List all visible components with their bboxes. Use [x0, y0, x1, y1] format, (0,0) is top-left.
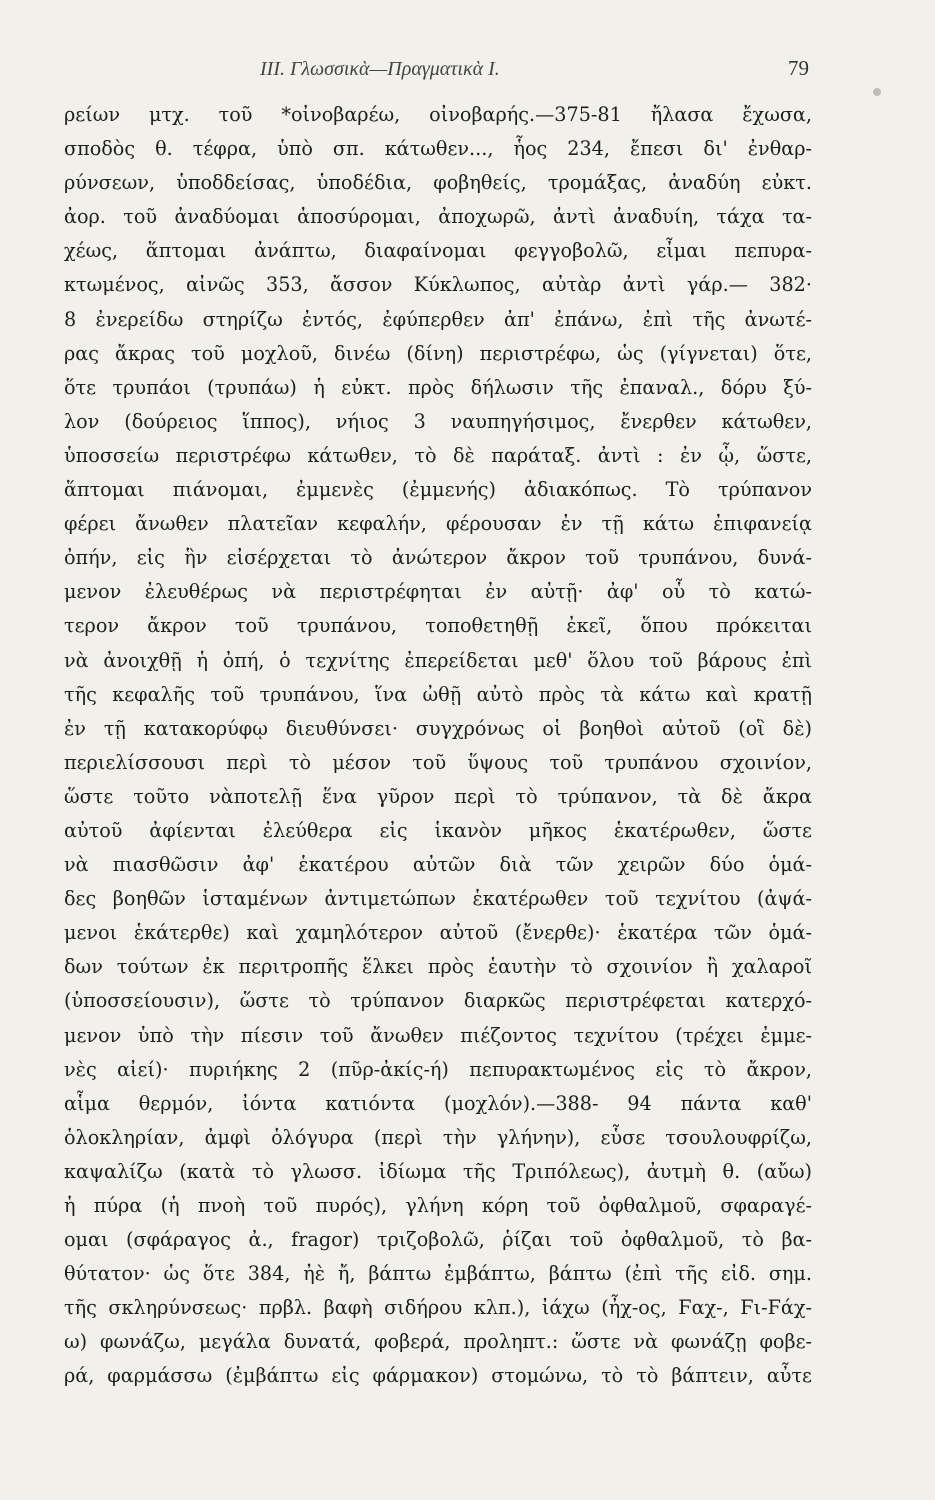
- running-head: III. Γλωσσικὰ—Πραγματικὰ I.: [260, 58, 500, 80]
- text-line: ρύνσεων, ὑποδδείσας, ὑποδέδια, φοβηθείς, τρομάξας, ἀναδύη εὐκτ.: [64, 171, 812, 195]
- text-line: τερον ἄκρον τοῦ τρυπάνου, τοποθετηθῇ ἐκεῖ, ὅπου πρόκειται: [64, 614, 812, 638]
- text-line: ρας ἄκρας τοῦ μοχλοῦ, δινέω (δίνη) περιστρέφω, ὡς (γίγνεται) ὅτε,: [64, 341, 812, 365]
- text-line: αὐτοῦ ἀφίενται ἐλεύθερα εἰς ἱκανὸν μῆκος ἑκατέρωθεν, ὥστε: [64, 818, 812, 842]
- commentary-text: [64, 98, 812, 1394]
- text-line: καψαλίζω (κατὰ τὸ γλωσσ. ἰδίωμα τῆς Τριπόλεως), ἀυτμὴ θ. (αὔω): [64, 1159, 812, 1183]
- text-line: ὁλοκληρίαν, ἀμφὶ ὁλόγυρα (περὶ τὴν γλήνην), εὗσε τσουλουφρίζω,: [64, 1125, 812, 1149]
- text-line: ω) φωνάζω, μεγάλα δυνατά, φοβερά, προληπτ.: ὥστε νὰ φωνάζῃ φοβε-: [64, 1330, 812, 1354]
- text-line: (ὑποσσείουσιν), ὥστε τὸ τρύπανον διαρκῶς περιστρέφεται κατερχό-: [64, 989, 812, 1013]
- text-line: ὥστε τοῦτο νὰποτελῇ ἕνα γῦρον περὶ τὸ τρύπανον, τὰ δὲ ἄκρα: [64, 784, 812, 808]
- text-line: ἅπτομαι πιάνομαι, ἐμμενὲς (ἐμμενής) ἀδιακόπως. Τὸ τρύπανον: [64, 478, 812, 502]
- text-line: τῆς κεφαλῆς τοῦ τρυπάνου, ἵνα ὠθῇ αὐτὸ πρὸς τὰ κάτω καὶ κρατῇ: [64, 682, 812, 706]
- text-line: δων τούτων ἐκ περιτροπῆς ἕλκει πρὸς ἑαυτὴν τὸ σχοινίον ἢ χαλαροῖ: [64, 955, 812, 979]
- text-line: φέρει ἄνωθεν πλατεῖαν κεφαλήν, φέρουσαν ἐν τῇ κάτω ἐπιφανείᾳ: [64, 512, 812, 536]
- text-line: ομαι (σφάραγος ἀ., fragor) τριζοβολῶ, ῥίζαι τοῦ ὀφθαλμοῦ, τὸ βα-: [64, 1228, 812, 1252]
- text-line: περιελίσσουσι περὶ τὸ μέσον τοῦ ὕψους τοῦ τρυπάνου σχοινίον,: [64, 750, 812, 774]
- text-line: νὰ ἀνοιχθῇ ἡ ὀπή, ὁ τεχνίτης ἐπερείδεται μεθ' ὅλου τοῦ βάρους ἐπὶ: [64, 648, 812, 672]
- text-line: τῆς σκληρύνσεως· πρβλ. βαφὴ σιδήρου κλπ.), ἰάχω (ἦχ-ος, Ϝαχ-, Ϝι-Ϝάχ-: [64, 1296, 812, 1320]
- text-line: ἡ πύρα (ἡ πνοὴ τοῦ πυρός), γλήνη κόρη τοῦ ὀφθαλμοῦ, σφαραγέ-: [64, 1194, 812, 1217]
- text-line: ὑποσσείω περιστρέφω κάτωθεν, τὸ δὲ παράταξ. ἀντὶ : ἐν ᾧ, ὥστε,: [64, 443, 812, 467]
- text-line: αἷμα θερμόν, ἰόντα κατιόντα (μοχλόν).—388- 94 πάντα καθ': [64, 1091, 812, 1115]
- text-line: ὀπήν, εἰς ἣν εἰσέρχεται τὸ ἀνώτερον ἄκρον τοῦ τρυπάνου, δυνά-: [64, 546, 812, 570]
- text-line: νὰ πιασθῶσιν ἀφ' ἑκατέρου αὐτῶν διὰ τῶν χειρῶν δύο ὁμά-: [64, 853, 812, 877]
- text-line: μενον ὑπὸ τὴν πίεσιν τοῦ ἄνωθεν πιέζοντος τεχνίτου (τρέχει ἐμμε-: [64, 1023, 812, 1047]
- text-line: μενον ἐλευθέρως νὰ περιστρέφηται ἐν αὐτῇ· ἀφ' οὗ τὸ κατώ-: [64, 580, 812, 604]
- text-line: χέως, ἅπτομαι ἀνάπτω, διαφαίνομαι φεγγοβολῶ, εἶμαι πεπυρα-: [64, 239, 812, 263]
- text-line: σποδὸς θ. τέφρα, ὑπὸ σπ. κάτωθεν..., ἧος 234, ἔπεσι δι' ἐνθαρ-: [64, 137, 812, 161]
- text-line: ἀορ. τοῦ ἀναδύομαι ἀποσύρομαι, ἀποχωρῶ, ἀντὶ ἀναδυίη, τάχα τα-: [64, 205, 812, 229]
- page-number: 79: [788, 56, 809, 80]
- margin-speck: [873, 88, 881, 96]
- text-line: νὲς αἰεί)· πυριήκης 2 (πῦρ-ἀκίς-ή) πεπυρακτωμένος εἰς τὸ ἄκρον,: [64, 1057, 812, 1081]
- text-line: μενοι ἑκάτερθε) καὶ χαμηλότερον αὐτοῦ (ἔνερθε)· ἑκατέρα τῶν ὁμά-: [64, 921, 812, 945]
- text-line: ὅτε τρυπάοι (τρυπάω) ἡ εὐκτ. πρὸς δήλωσιν τῆς ἐπαναλ., δόρυ ξύ-: [64, 375, 812, 399]
- text-line: λον (δούρειος ἵππος), νήιος 3 ναυπηγήσιμος, ἔνερθεν κάτωθεν,: [64, 409, 812, 433]
- text-line: δες βοηθῶν ἱσταμένων ἀντιμετώπων ἑκατέρωθεν τοῦ τεχνίτου (ἀψά-: [64, 887, 812, 911]
- text-line: 8 ἐνερείδω στηρίζω ἐντός, ἐφύπερθεν ἀπ' ἐπάνω, ἐπὶ τῆς ἀνωτέ-: [64, 307, 812, 331]
- text-line: κτωμένος, αἰνῶς 353, ἄσσον Κύκλωπος, αὐτὰρ ἀντὶ γάρ.— 382·: [64, 273, 812, 297]
- text-line: ἐν τῇ κατακορύφῳ διευθύνσει· συγχρόνως οἱ βοηθοὶ αὐτοῦ (οἳ δὲ): [64, 716, 812, 740]
- text-line: ρείων μτχ. τοῦ *οἰνοβαρέω, οἰνοβαρής.—375-81 ἤλασα ἔχωσα,: [64, 103, 812, 126]
- text-line: θύτατον· ὡς ὅτε 384, ἠὲ ἤ, βάπτω ἐμβάπτω, βάπτω (ἐπὶ τῆς εἰδ. σημ.: [64, 1262, 812, 1286]
- text-line: ρά, φαρμάσσω (ἐμβάπτω εἰς φάρμακον) στομώνω, τὸ τὸ βάπτειν, αὖτε: [64, 1364, 812, 1388]
